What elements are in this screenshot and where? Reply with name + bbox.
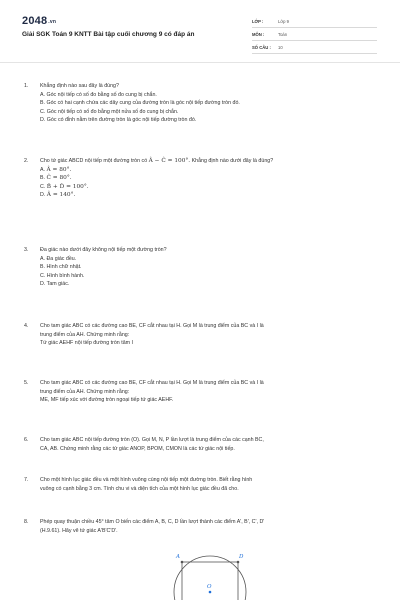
- figure-square: [182, 562, 238, 600]
- option-a: [40, 166, 386, 175]
- question-3: [24, 246, 386, 289]
- label-a: A: [176, 554, 180, 560]
- option-c: C. Hình bình hành.: [40, 272, 85, 279]
- option-label: D.: [40, 192, 46, 199]
- figure-circle: [174, 556, 246, 600]
- meta-row-class: [252, 15, 377, 28]
- math-expression: Â = 80°.: [46, 166, 72, 173]
- page-header: [0, 0, 400, 62]
- option-label: A.: [40, 166, 46, 173]
- question-line: (H.9.61). Hãy vẽ tứ giác A'B'C'D'.: [40, 527, 118, 534]
- option-label: C.: [40, 183, 46, 190]
- header-divider: [0, 62, 400, 63]
- question-5: [24, 379, 386, 405]
- question-line: ME, MF tiếp xúc với đường tròn ngoại tiếp tứ giác AEHF.: [40, 397, 174, 404]
- question-6: [24, 436, 386, 453]
- meta-row-count: [252, 41, 377, 54]
- question-line: CA, AB. Chứng minh rằng các tứ giác ANOP, BPOM, CMON là các tứ giác nội tiếp.: [40, 445, 235, 452]
- logo-suffix: .vn: [48, 19, 57, 25]
- math-expression: Â = 140°.: [46, 192, 76, 199]
- point-a-dot: [181, 561, 184, 564]
- question-8: [24, 518, 386, 535]
- question-text: Khẳng định nào sau đây là đúng?: [40, 83, 119, 89]
- document-title: Giải SGK Toán 9 KNTT Bài tập cuối chương 9 có đáp án: [22, 31, 195, 38]
- figure-svg: [170, 548, 250, 600]
- option-b: B. Góc có hai cạnh chứa các dây cung của đường tròn là góc nội tiếp đường tròn đó.: [40, 100, 240, 107]
- meta-value: Lớp 9: [278, 18, 289, 24]
- question-7: [24, 476, 386, 493]
- figure-h-9-61: [170, 548, 250, 600]
- option-c: C. Góc nội tiếp có số đo bằng một nửa số đo cung bị chắn.: [40, 108, 179, 115]
- question-number: 2.: [24, 158, 29, 164]
- question-4: [24, 322, 386, 348]
- question-text: Đa giác nào dưới đây không nội tiếp một đường tròn?: [40, 247, 167, 253]
- question-number: 6.: [24, 437, 29, 443]
- question-text-part: Cho tứ giác ABCD nội tiếp một đường tròn có: [40, 158, 148, 164]
- question-text-part: Khẳng định nào dưới đây là đúng?: [191, 158, 274, 164]
- math-expression: Â − Ĉ = 100°.: [148, 158, 191, 164]
- meta-table: [252, 15, 377, 54]
- question-line: Cho tam giác ABC nội tiếp đường tròn (O). Gọi M, N, P lần lượt là trung điểm của các cạnh BC,: [40, 437, 264, 443]
- question-number: 8.: [24, 519, 29, 525]
- question-1: [24, 82, 386, 125]
- meta-key: LỚP :: [252, 18, 264, 24]
- math-expression: B̂ + D̂ = 100°.: [46, 183, 89, 190]
- question-number: 3.: [24, 247, 29, 253]
- question-line: trung điểm của AH. Chứng minh rằng:: [40, 331, 130, 338]
- meta-value: Toán: [278, 31, 288, 37]
- logo-main: 2048: [22, 15, 48, 27]
- center-dot: [209, 591, 212, 594]
- question-text: [40, 157, 386, 166]
- label-o: O: [207, 584, 212, 590]
- option-b: [40, 174, 386, 183]
- meta-key: MÔN :: [252, 31, 265, 37]
- option-b: B. Hình chữ nhật.: [40, 264, 82, 271]
- question-line: Tứ giác AEHF nội tiếp đường tròn tâm I: [40, 340, 134, 347]
- option-d: [40, 191, 386, 200]
- question-line: Cho tam giác ABC có các đường cao BE, CF cắt nhau tại H. Gọi M là trung điểm của BC và I là: [40, 323, 264, 329]
- point-d-dot: [237, 561, 240, 564]
- question-number: 4.: [24, 323, 29, 329]
- question-line: vuông có cạnh bằng 3 cm. Tính chu vi và diện tích của một hình lục giác đều đã cho.: [40, 485, 239, 492]
- option-label: B.: [40, 175, 46, 182]
- question-line: trung điểm của AH. Chứng minh rằng:: [40, 388, 130, 395]
- option-d: D. Tam giác.: [40, 281, 70, 288]
- question-number: 5.: [24, 380, 29, 386]
- label-d: D: [239, 554, 244, 560]
- question-number: 1.: [24, 83, 29, 89]
- option-d: D. Góc có đỉnh nằm trên đường tròn là góc nội tiếp đường tròn đó.: [40, 117, 197, 124]
- option-c: [40, 183, 386, 192]
- question-number: 7.: [24, 477, 29, 483]
- math-expression: Ĉ = 80°.: [46, 175, 72, 182]
- question-line: Cho tam giác ABC có các đường cao BE, CF cắt nhau tại H. Gọi M là trung điểm của BC và I là: [40, 380, 264, 386]
- option-a: A. Đa giác đều.: [40, 255, 77, 262]
- question-line: Phép quay thuận chiều 45° tâm O biến các điểm A, B, C, D lần lượt thành các điểm A', B', C', D': [40, 519, 265, 525]
- option-a: A. Góc nội tiếp có số đo bằng số đo cung bị chắn.: [40, 91, 157, 98]
- question-2: [24, 157, 386, 200]
- meta-value: 10: [278, 44, 283, 50]
- meta-row-subject: [252, 28, 377, 41]
- meta-key: SỐ CÂU :: [252, 44, 271, 50]
- site-logo[interactable]: [22, 15, 56, 27]
- question-line: Cho một hình lục giác đều và một hình vuông cùng nội tiếp một đường tròn. Biết rằng hình: [40, 477, 253, 483]
